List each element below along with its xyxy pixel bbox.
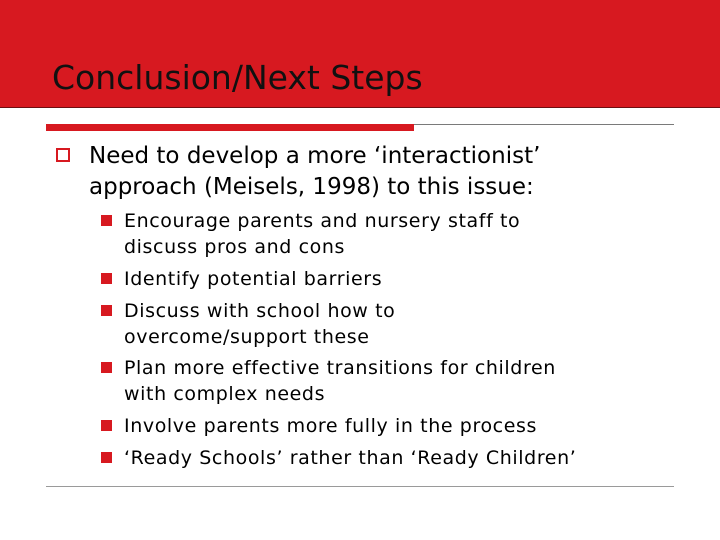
bottom-rule	[46, 486, 674, 487]
sub-bullet-line-1: Encourage parents and nursery staff to	[124, 210, 521, 232]
sub-bullet-line-1: ‘Ready Schools’ rather than ‘Ready Children’	[124, 447, 577, 469]
filled-square-bullet-icon	[101, 215, 112, 226]
hollow-square-bullet-icon	[56, 148, 70, 162]
sub-bullet-text	[124, 413, 684, 439]
main-bullet-line-1: Need to develop a more ‘interactionist’	[89, 143, 541, 169]
sub-bullet-line-2: with complex needs	[124, 383, 326, 405]
slide-title: Conclusion/Next Steps	[52, 58, 423, 97]
filled-square-bullet-icon	[101, 362, 112, 373]
sub-bullet-text	[124, 355, 684, 407]
sub-bullet-line-1: Involve parents more fully in the process	[124, 415, 538, 437]
sub-bullet-text	[124, 298, 684, 350]
main-bullet-line-2: approach (Meisels, 1998) to this issue:	[89, 174, 534, 200]
title-accent-bar	[46, 124, 414, 131]
sub-bullet-line-1: Plan more effective transitions for children	[124, 357, 556, 379]
filled-square-bullet-icon	[101, 305, 112, 316]
sub-bullet-line-1: Identify potential barriers	[124, 268, 383, 290]
filled-square-bullet-icon	[101, 273, 112, 284]
sub-bullet-text	[124, 208, 684, 260]
sub-bullet-line-2: discuss pros and cons	[124, 236, 345, 258]
main-bullet-text	[89, 141, 689, 203]
sub-bullet-line-1: Discuss with school how to	[124, 300, 396, 322]
sub-bullet-text	[124, 266, 684, 292]
sub-bullet-line-2: overcome/support these	[124, 326, 370, 348]
filled-square-bullet-icon	[101, 452, 112, 463]
filled-square-bullet-icon	[101, 420, 112, 431]
sub-bullet-text	[124, 445, 684, 471]
